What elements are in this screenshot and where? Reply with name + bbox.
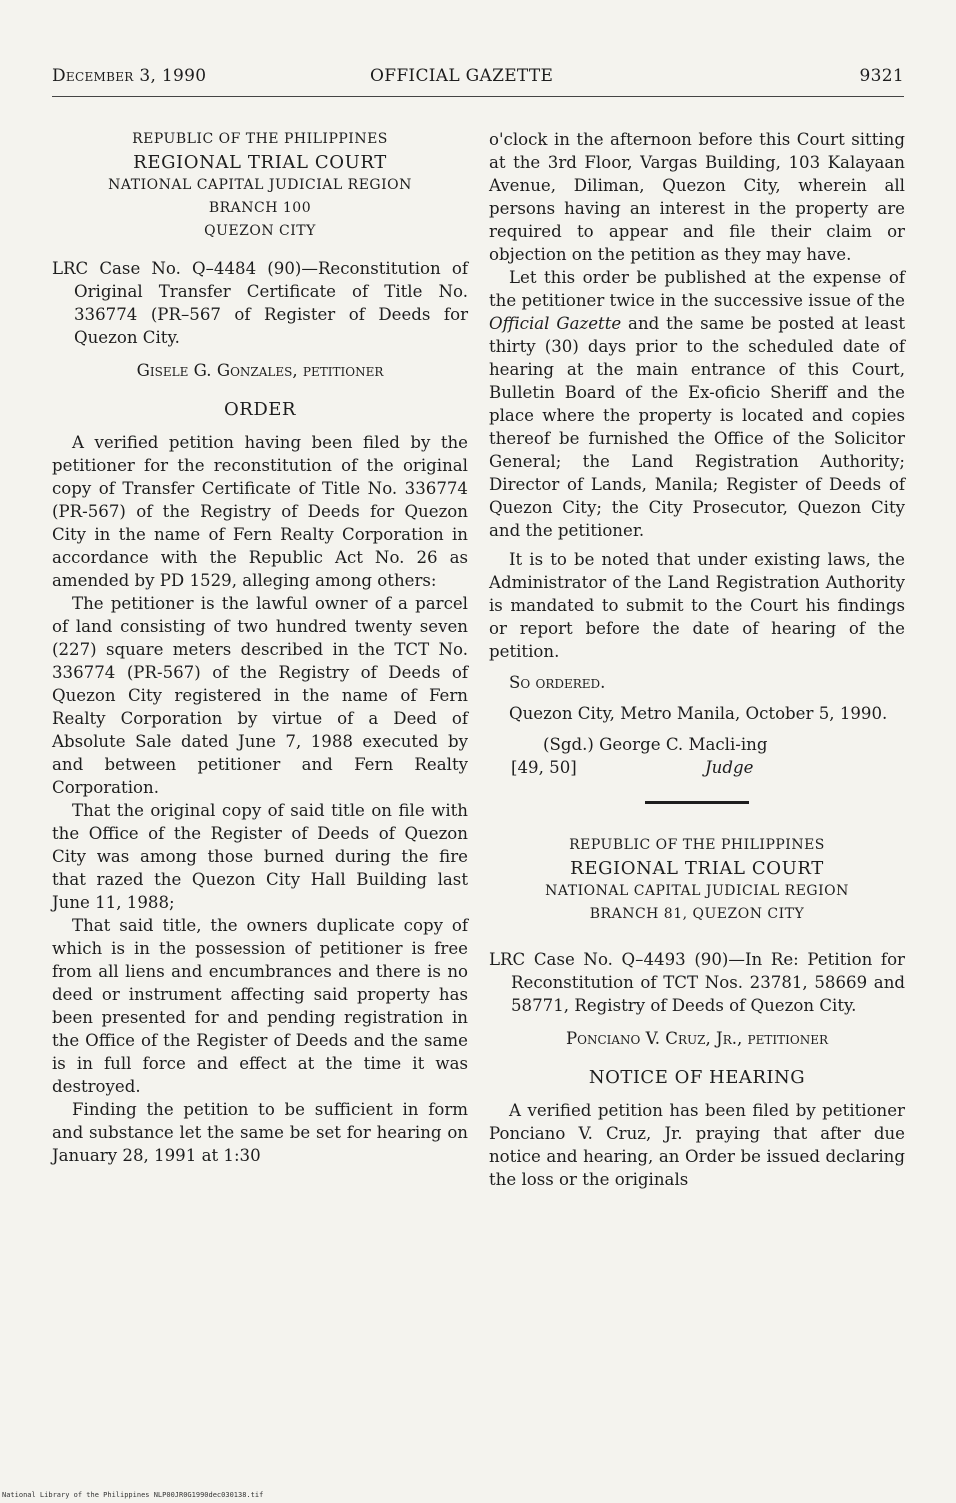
scan-source-label: National Library of the Philippines NLP00JR0G1990dec030138.tif	[2, 1491, 264, 1499]
section-divider	[645, 801, 749, 804]
gazette-name: Official Gazette	[489, 314, 622, 333]
notice-heading: NOTICE OF HEARING	[588, 1067, 806, 1088]
place-date: Quezon City, Metro Manila, October 5, 1990.	[509, 704, 888, 723]
court-caption-right	[489, 834, 905, 926]
order-paragraph: That said title, the owners duplicate copy of which is in the possession of petitioner is free from all liens and encumbrances and there is no deed or instrument affecting said property has been presented for and pending registration in the Office of the Register of Deeds and the same is in full force and effect at the time it was destroyed.	[52, 916, 468, 1096]
signature-block	[489, 733, 905, 779]
order-text: and the same be posted at least thirty (30) days prior to the scheduled date of hearing at the main entrance of this Court, Bulletin Board of the Ex-oficio Sheriff and the place where the property is located and copies thereof be furnished the Office of the Solicitor General; the Land Registration Authority; Director of Lands, Manila; Register of Deeds of Quezon City; the City Prosecutor, Quezon City and the petitioner.	[489, 314, 905, 540]
city-label: QUEZON CITY	[204, 223, 316, 239]
region-label: NATIONAL CAPITAL JUDICIAL REGION	[545, 883, 849, 899]
header-title: OFFICIAL GAZETTE	[370, 66, 554, 86]
order-paragraph: It is to be noted that under existing laws, the Administrator of the Land Registration Authority is mandated to submit to the Court his findings or report before the date of hearing of the petition.	[489, 550, 905, 661]
order-paragraph	[489, 266, 905, 542]
right-column	[489, 128, 905, 1191]
republic-label: REPUBLIC OF THE PHILIPPINES	[132, 131, 388, 147]
left-column	[52, 128, 468, 1167]
header-rule	[52, 96, 904, 97]
branch-label: BRANCH 100	[208, 200, 312, 216]
header-page-number: 9321	[859, 66, 904, 86]
header-date: December 3, 1990	[52, 66, 207, 86]
republic-label: REPUBLIC OF THE PHILIPPINES	[569, 837, 825, 853]
order-paragraph: A verified petition having been filed by the petitioner for the reconstitution of the original copy of Transfer Certificate of Title No. 336774 (PR-567) of the Registry of Deeds for Quezon City in the name of Fern Realty Corporation in accordance with the Republic Act No. 26 as amended by PD 1529, alleging among others:	[52, 433, 468, 590]
order-paragraph: o'clock in the afternoon before this Court sitting at the 3rd Floor, Vargas Building, 103 Kalayaan Avenue, Diliman, Quezon City, wherein all persons having an interest in the property are required to appear and file their claim or objection on the petition as they may have.	[489, 130, 905, 264]
judge-title: Judge	[705, 758, 754, 777]
order-paragraph: Finding the petition to be sufficient in form and substance let the same be set for hearing on January 28, 1991 at 1:30	[52, 1100, 468, 1165]
order-heading: ORDER	[224, 399, 296, 420]
region-label: NATIONAL CAPITAL JUDICIAL REGION	[108, 177, 412, 193]
notice-paragraph: A verified petition has been filed by petitioner Ponciano V. Cruz, Jr. praying that after due notice and hearing, an Order be issued declaring the loss or the originals	[489, 1101, 905, 1189]
court-name: REGIONAL TRIAL COURT	[133, 152, 387, 173]
order-paragraph: That the original copy of said title on file with the Office of the Register of Deeds of Quezon City was among those burned during the fire that razed the Quezon City Hall Building last June 11, 1988;	[52, 801, 468, 912]
signature-line: (Sgd.) George C. Macli-ing	[543, 735, 768, 754]
court-caption-left	[52, 128, 468, 243]
reference-number: [49, 50]	[511, 758, 577, 777]
order-text: Let this order be published at the expense of the petitioner twice in the successive issue of the	[489, 268, 905, 310]
branch-label: BRANCH 81, QUEZON CITY	[589, 906, 805, 922]
page-header	[52, 66, 904, 92]
case-title: LRC Case No. Q–4493 (90)—In Re: Petition for Reconstitution of TCT Nos. 23781, 58669 and 58771, Registry of Deeds of Quezon City.	[489, 950, 905, 1015]
case-title: LRC Case No. Q–4484 (90)—Reconstitution of Original Transfer Certificate of Title No. 336774 (PR–567 of Register of Deeds for Quezon City.	[52, 259, 468, 347]
order-paragraph: The petitioner is the lawful owner of a parcel of land consisting of two hundred twenty seven (227) square meters described in the TCT No. 336774 (PR-567) of the Registry of Deeds of Quezon City registered in the name of Fern Realty Corporation by virtue of a Deed of Absolute Sale dated June 7, 1988 executed by and between petitioner and Fern Realty Corporation.	[52, 594, 468, 797]
so-ordered: So ordered.	[509, 673, 606, 692]
petitioner-line: Ponciano V. Cruz, Jr., petitioner	[565, 1029, 829, 1048]
petitioner-line: Gisele G. Gonzales, petitioner	[136, 361, 384, 380]
court-name: REGIONAL TRIAL COURT	[570, 858, 824, 879]
